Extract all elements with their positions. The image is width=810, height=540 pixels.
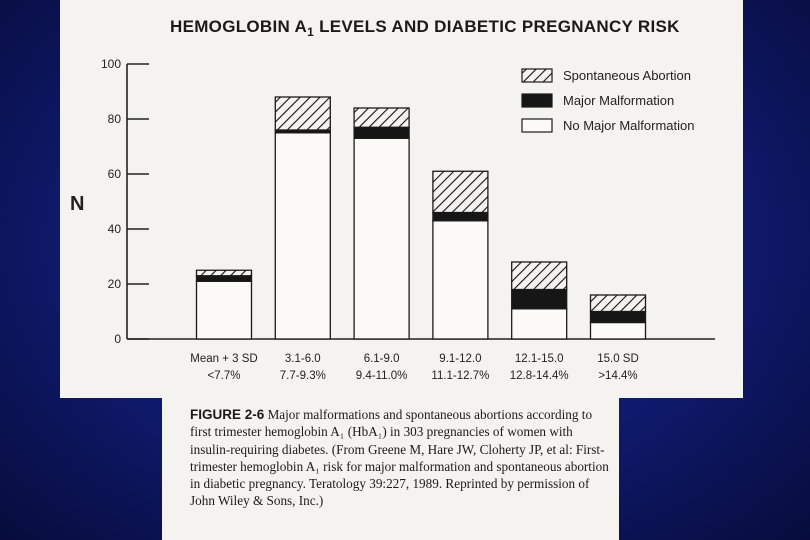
y-tick-label: 80	[107, 112, 121, 126]
x-tick-label: 3.1-6.0	[284, 353, 321, 365]
x-tick-label: 12.1-15.0	[514, 353, 564, 365]
figure-caption-text: Major malformations and spontaneous abortions according to first trimester hemoglobin A₁ (HbA₁) in 303 pregnancies of women with insulin-requiring diabetes. (From Greene M, Hare JW, Cloherty JP, et al: First-trimester hemoglobin A₁ risk for major malformation and spontaneous abortion in diabetic pregnancy. Teratology 39:227, 1989. Reprinted by permission of John Wiley & Sons, Inc.)	[190, 407, 609, 509]
bar-segment	[197, 270, 252, 276]
legend-label: Major Malformation	[563, 93, 675, 108]
bar-segment	[591, 295, 646, 312]
x-tick-label: 11.1-12.7%	[431, 370, 490, 382]
x-tick-label: 6.1-9.0	[363, 353, 400, 365]
bar-segment	[512, 290, 567, 309]
y-tick-label: 20	[107, 277, 121, 291]
bar-segment	[354, 127, 409, 138]
x-tick-label: 9.4-11.0%	[355, 370, 408, 382]
bars	[197, 97, 646, 339]
legend	[522, 68, 695, 133]
bar-segment	[197, 276, 252, 282]
figure-label: FIGURE 2-6	[190, 407, 265, 422]
x-tick-label: Mean + 3 SD	[190, 353, 258, 365]
legend-swatch	[522, 69, 552, 82]
bar-segment	[433, 221, 488, 339]
bar-segment	[591, 323, 646, 340]
y-tick-label: 40	[107, 222, 121, 236]
bar-segment	[354, 138, 409, 339]
bar-segment	[512, 262, 567, 290]
y-tick-label: 100	[100, 57, 121, 71]
chart-panel	[60, 0, 743, 398]
x-tick-label: 9.1-12.0	[439, 353, 482, 365]
bar-segment	[591, 312, 646, 323]
legend-swatch	[522, 119, 552, 132]
x-tick-label: >14.4%	[598, 370, 638, 382]
y-tick-label: 60	[107, 167, 121, 181]
x-tick-label: <7.7%	[207, 370, 241, 382]
bar-segment	[354, 108, 409, 127]
bar-segment	[197, 281, 252, 339]
bar-segment	[275, 97, 330, 130]
chart-title	[170, 17, 680, 39]
legend-label: Spontaneous Abortion	[563, 68, 691, 83]
bar-segment	[512, 309, 567, 339]
x-tick-label: 15.0 SD	[597, 353, 639, 365]
bar-segment	[275, 133, 330, 339]
y-axis-title: N	[70, 193, 85, 215]
figure-caption	[190, 406, 615, 510]
chart-title-subscript: 1	[307, 25, 315, 39]
chart-svg	[60, 0, 743, 398]
chart-title-main: HEMOGLOBIN A	[170, 17, 308, 36]
caption-panel	[162, 398, 619, 540]
y-tick-label: 0	[114, 332, 121, 346]
x-tick-label: 7.7-9.3%	[279, 370, 326, 382]
x-tick-label: 12.8-14.4%	[509, 370, 569, 382]
x-axis-labels	[190, 353, 639, 382]
bar-segment	[433, 213, 488, 221]
legend-label: No Major Malformation	[563, 118, 695, 133]
bar-segment	[433, 171, 488, 212]
chart-title-suffix: LEVELS AND DIABETIC PREGNANCY RISK	[314, 17, 680, 36]
legend-swatch	[522, 94, 552, 107]
